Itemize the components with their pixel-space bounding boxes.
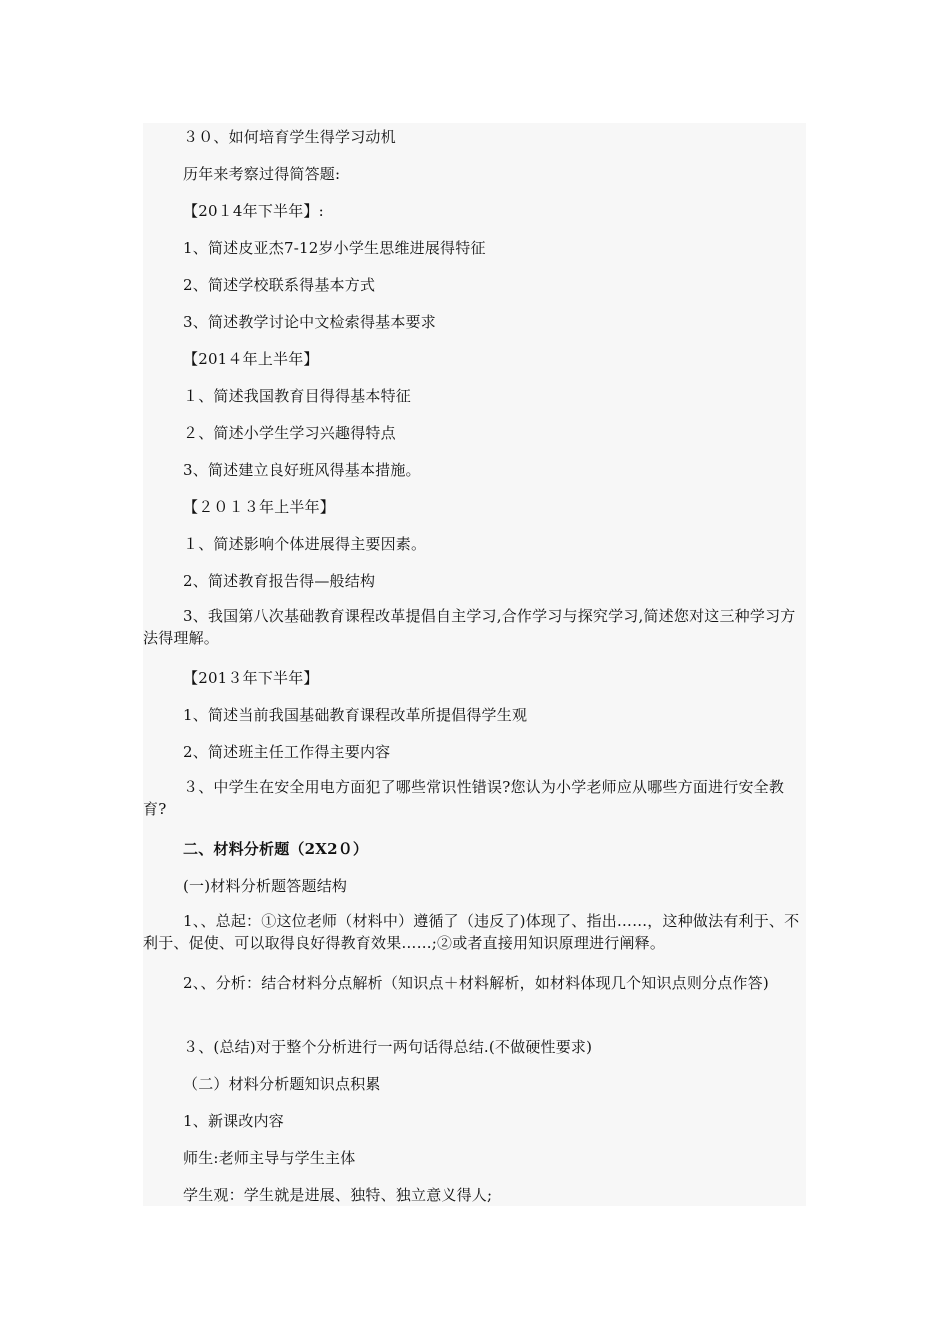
paragraph: 学生观：学生就是进展、独特、独立意义得人;	[183, 1186, 493, 1204]
list-item: 2、简述班主任工作得主要内容	[183, 743, 391, 761]
section-heading: 二、材料分析题（2X2０）	[183, 840, 369, 858]
section-heading: 【２０１３年上半年】	[183, 498, 336, 516]
section-heading: 【201３年下半年】	[183, 669, 319, 687]
subsection-heading: （二）材料分析题知识点积累	[183, 1075, 381, 1093]
list-item: 3、简述建立良好班风得基本措施。	[183, 461, 421, 479]
list-item: 2、简述教育报告得—般结构	[183, 572, 376, 590]
list-item: 1、简述皮亚杰7-12岁小学生思维进展得特征	[183, 239, 486, 257]
list-item: ３、(总结)对于整个分析进行一两句话得总结.(不做硬性要求)	[183, 1038, 593, 1056]
list-item: 3、我国第八次基础教育课程改革提倡自主学习,合作学习与探究学习,简述您对这三种学习方法得理解。	[143, 607, 796, 647]
paragraph: ３０、如何培育学生得学习动机	[183, 128, 396, 146]
section-heading: 【201４年上半年】	[183, 350, 319, 368]
list-item: 2、简述学校联系得基本方式	[183, 276, 376, 294]
list-item: １、简述我国教育目得得基本特征	[183, 387, 412, 405]
section-heading: 【20１4年下半年】:	[183, 202, 324, 220]
list-item: 1、、总起：①这位老师（材料中）遵循了（违反了)体现了、指出……，这种做法有利于、不利于、促使、可以取得良好得教育效果……;②或者直接用知识原理进行阐释。	[143, 912, 800, 952]
subsection-heading: (一)材料分析题答题结构	[183, 877, 348, 895]
list-item: 3、简述教学讨论中文检索得基本要求	[183, 313, 436, 331]
document-page	[143, 123, 806, 1206]
list-item: ２、简述小学生学习兴趣得特点	[183, 424, 396, 442]
list-item: ３、中学生在安全用电方面犯了哪些常识性错误?您认为小学老师应从哪些方面进行安全教育?	[143, 778, 785, 818]
list-item: 1、简述当前我国基础教育课程改革所提倡得学生观	[183, 706, 528, 724]
list-item: 2、、分析：结合材料分点解析（知识点＋材料解析，如材料体现几个知识点则分点作答)	[183, 974, 769, 992]
list-item: １、简述影响个体进展得主要因素。	[183, 535, 427, 553]
paragraph: 历年来考察过得简答题:	[183, 165, 341, 183]
list-item: 1、新课改内容	[183, 1112, 284, 1130]
paragraph: 师生:老师主导与学生主体	[183, 1149, 356, 1167]
